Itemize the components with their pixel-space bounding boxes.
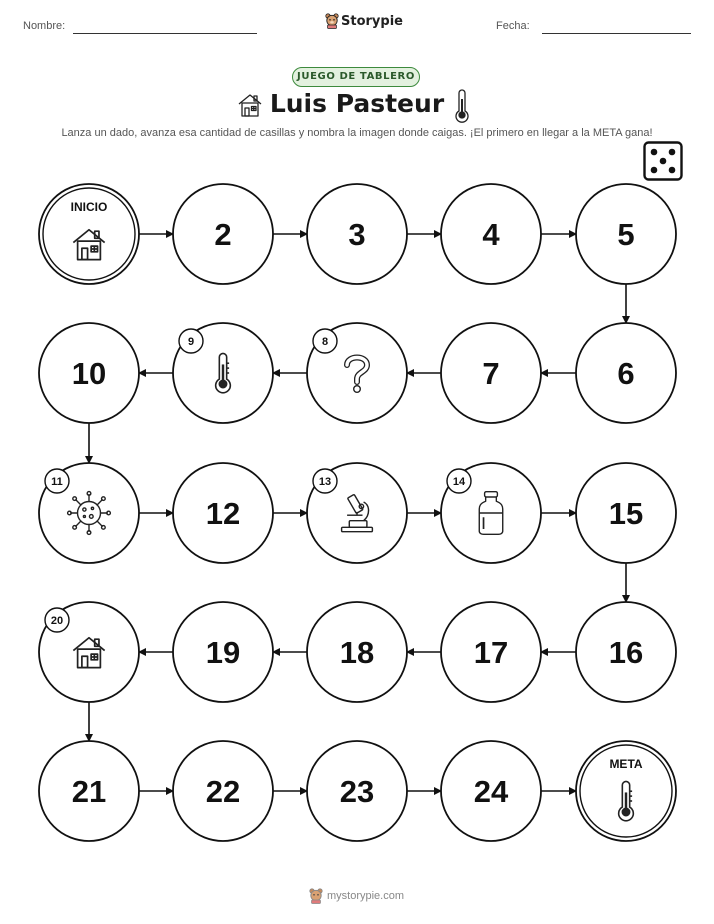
space-number: 23 — [339, 774, 375, 809]
space-number: 14 — [452, 476, 466, 488]
footer-brand — [309, 888, 404, 904]
space-number: 21 — [71, 774, 107, 809]
board-space[interactable] — [441, 323, 541, 423]
bear-logo-icon — [309, 888, 323, 904]
space-number: 9 — [187, 336, 195, 348]
board-space[interactable] — [173, 463, 273, 563]
footer-url: mystorypie.com — [327, 890, 405, 902]
space-number: 19 — [205, 635, 241, 670]
brand-name: Storypie — [341, 13, 403, 29]
space-number: 17 — [473, 635, 509, 670]
space-number: 7 — [482, 356, 500, 391]
board-space[interactable] — [576, 184, 676, 284]
board-space[interactable] — [39, 323, 139, 423]
board-space[interactable] — [307, 184, 407, 284]
board-space[interactable] — [173, 323, 273, 423]
space-label: INICIO — [70, 200, 108, 214]
date-label: Fecha: — [496, 20, 530, 32]
space-number: 16 — [608, 635, 644, 670]
board-space[interactable] — [576, 323, 676, 423]
board-space[interactable] — [173, 602, 273, 702]
space-number: 6 — [617, 356, 635, 391]
board-space[interactable] — [576, 602, 676, 702]
game-instructions: Lanza un dado, avanza esa cantidad de casillas y nombra la imagen donde caigas. ¡El primero en llegar a la META gana! — [61, 127, 653, 139]
space-label: META — [609, 757, 643, 771]
space-number: 22 — [205, 774, 241, 809]
space-number: 4 — [482, 217, 500, 252]
space-number: 20 — [50, 615, 64, 627]
board-space[interactable] — [441, 741, 541, 841]
finish-space[interactable] — [576, 741, 676, 841]
space-number: 3 — [348, 217, 366, 252]
space-number: 10 — [71, 356, 107, 391]
board-space[interactable] — [307, 741, 407, 841]
board-space[interactable] — [173, 741, 273, 841]
board-space[interactable] — [441, 602, 541, 702]
space-number: 5 — [617, 217, 635, 252]
space-circle — [39, 184, 139, 284]
space-number: 8 — [321, 336, 329, 348]
board-space[interactable] — [39, 463, 139, 563]
name-label: Nombre: — [23, 20, 66, 32]
board-space[interactable] — [576, 463, 676, 563]
space-number: 15 — [608, 496, 644, 531]
space-number: 24 — [473, 774, 509, 809]
board-space[interactable] — [173, 184, 273, 284]
space-number: 18 — [339, 635, 375, 670]
board-space[interactable] — [441, 184, 541, 284]
board-space[interactable] — [39, 741, 139, 841]
board-space[interactable] — [307, 323, 407, 423]
space-number: 11 — [51, 476, 63, 488]
game-type-badge: JUEGO DE TABLERO — [292, 67, 420, 87]
space-number: 2 — [214, 217, 232, 252]
board-space[interactable] — [441, 463, 541, 563]
board-space[interactable] — [307, 602, 407, 702]
space-number: 12 — [205, 496, 241, 531]
page-title: Luis Pasteur — [269, 89, 445, 118]
board-space[interactable] — [307, 463, 407, 563]
start-space[interactable] — [39, 184, 139, 284]
space-circle — [576, 741, 676, 841]
space-number: 13 — [318, 476, 332, 488]
board-space[interactable] — [39, 602, 139, 702]
